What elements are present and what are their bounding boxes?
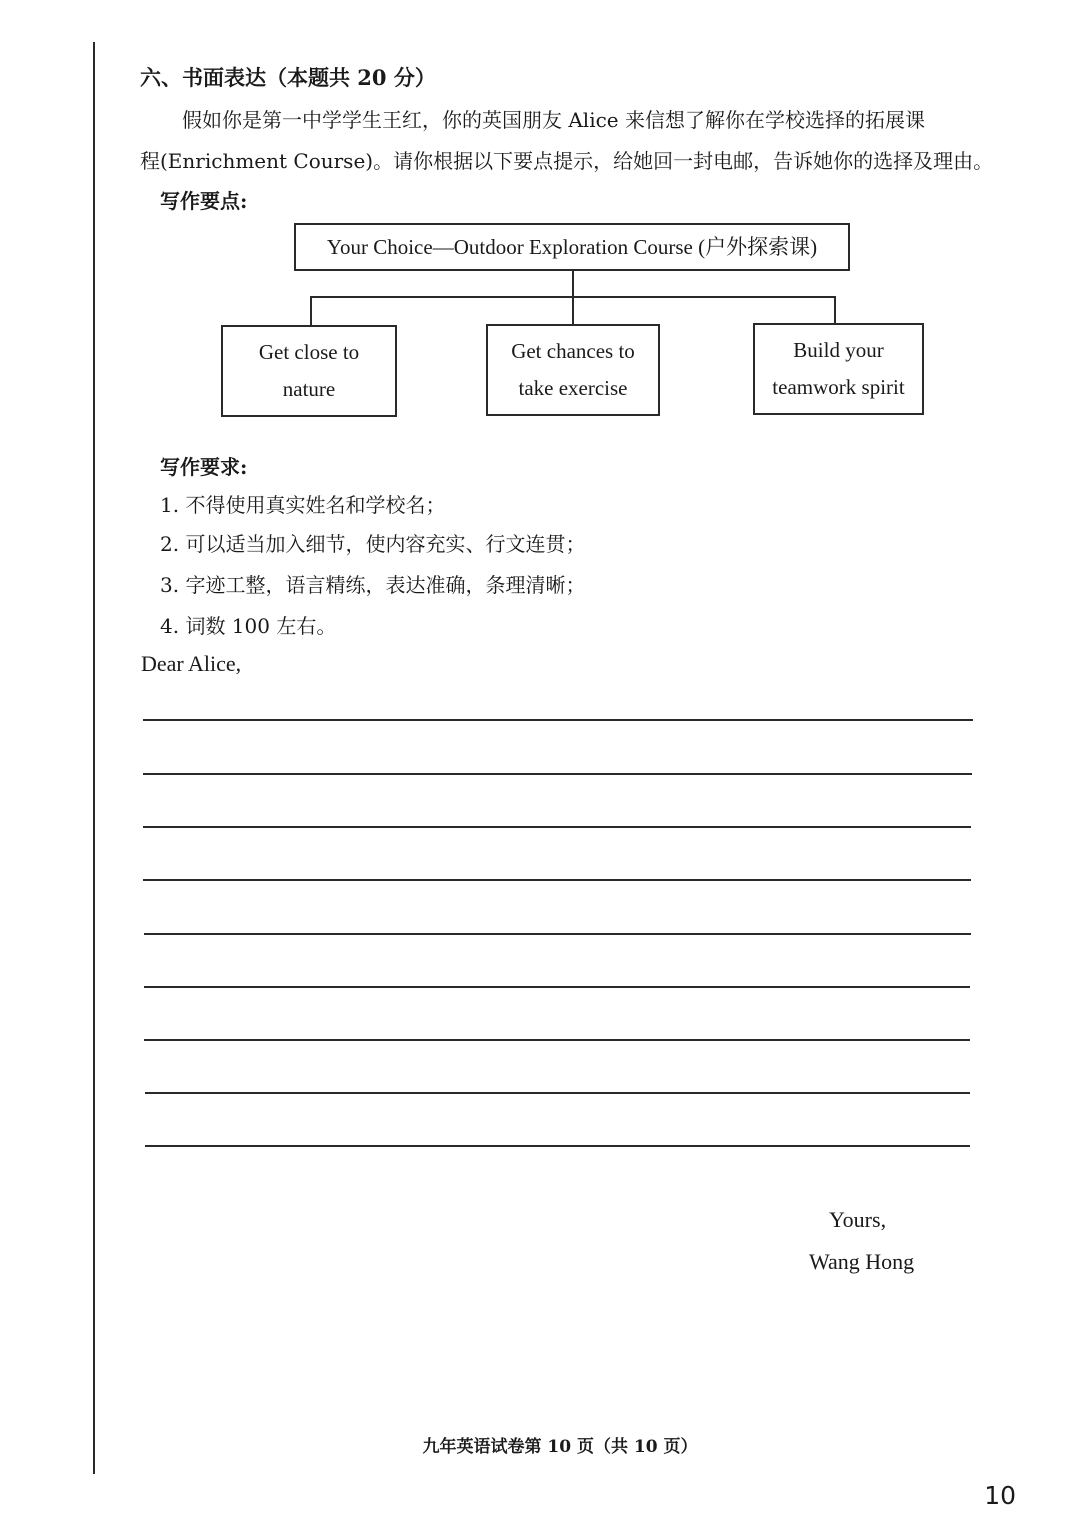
section-heading: 六、书面表达（本题共 20 分） (140, 65, 436, 90)
point-box-exercise-label: Get chances to take exercise (511, 339, 635, 400)
task-description (140, 100, 994, 182)
letter-signature: Wang Hong (809, 1249, 915, 1274)
letter-closing: Yours, (829, 1207, 887, 1232)
writing-line (143, 879, 971, 881)
margin-rule (93, 42, 95, 1474)
task-description-line-2: 程(Enrichment Course)。请你根据以下要点提示，给她回一封电邮，告诉她你的选择及理由。 (140, 149, 994, 173)
requirement-item: 2. 可以适当加入细节，使内容充实、行文连贯； (160, 532, 586, 556)
requirement-item: 4. 词数 100 左右。 (160, 614, 337, 638)
point-box-teamwork (753, 323, 924, 415)
writing-line (144, 1039, 970, 1041)
connector-middle (572, 296, 574, 326)
letter-greeting: Dear Alice, (141, 651, 242, 676)
requirements-label: 写作要求: (160, 455, 248, 479)
points-label: 写作要点: (160, 189, 248, 213)
root-box-label: Your Choice—Outdoor Exploration Course (户外探索课) (326, 234, 818, 259)
writing-line (145, 1145, 970, 1147)
point-box-teamwork-label: Build your teamwork spirit (772, 338, 905, 399)
page-number: 10 (984, 1481, 1016, 1510)
requirement-item: 1. 不得使用真实姓名和学校名； (160, 493, 446, 517)
writing-line (143, 773, 972, 775)
connector-right (834, 296, 836, 324)
connector-root (572, 271, 574, 297)
point-box-exercise (486, 324, 660, 416)
root-box (294, 223, 850, 271)
writing-line (144, 933, 971, 935)
connector-left (310, 296, 312, 326)
point-box-nature-label: Get close to nature (258, 340, 360, 401)
writing-line (143, 826, 971, 828)
writing-line (145, 1092, 970, 1094)
requirement-item: 3. 字迹工整，语言精练，表达准确，条理清晰； (160, 573, 586, 597)
page-footer: 九年英语试卷第 10 页（共 10 页） (422, 1437, 698, 1457)
task-description-line-1: 假如你是第一中学学生王红，你的英国朋友 Alice 来信想了解你在学校选择的拓展课 (182, 108, 925, 132)
writing-line (143, 719, 973, 721)
writing-line (144, 986, 970, 988)
point-box-nature (221, 325, 397, 417)
